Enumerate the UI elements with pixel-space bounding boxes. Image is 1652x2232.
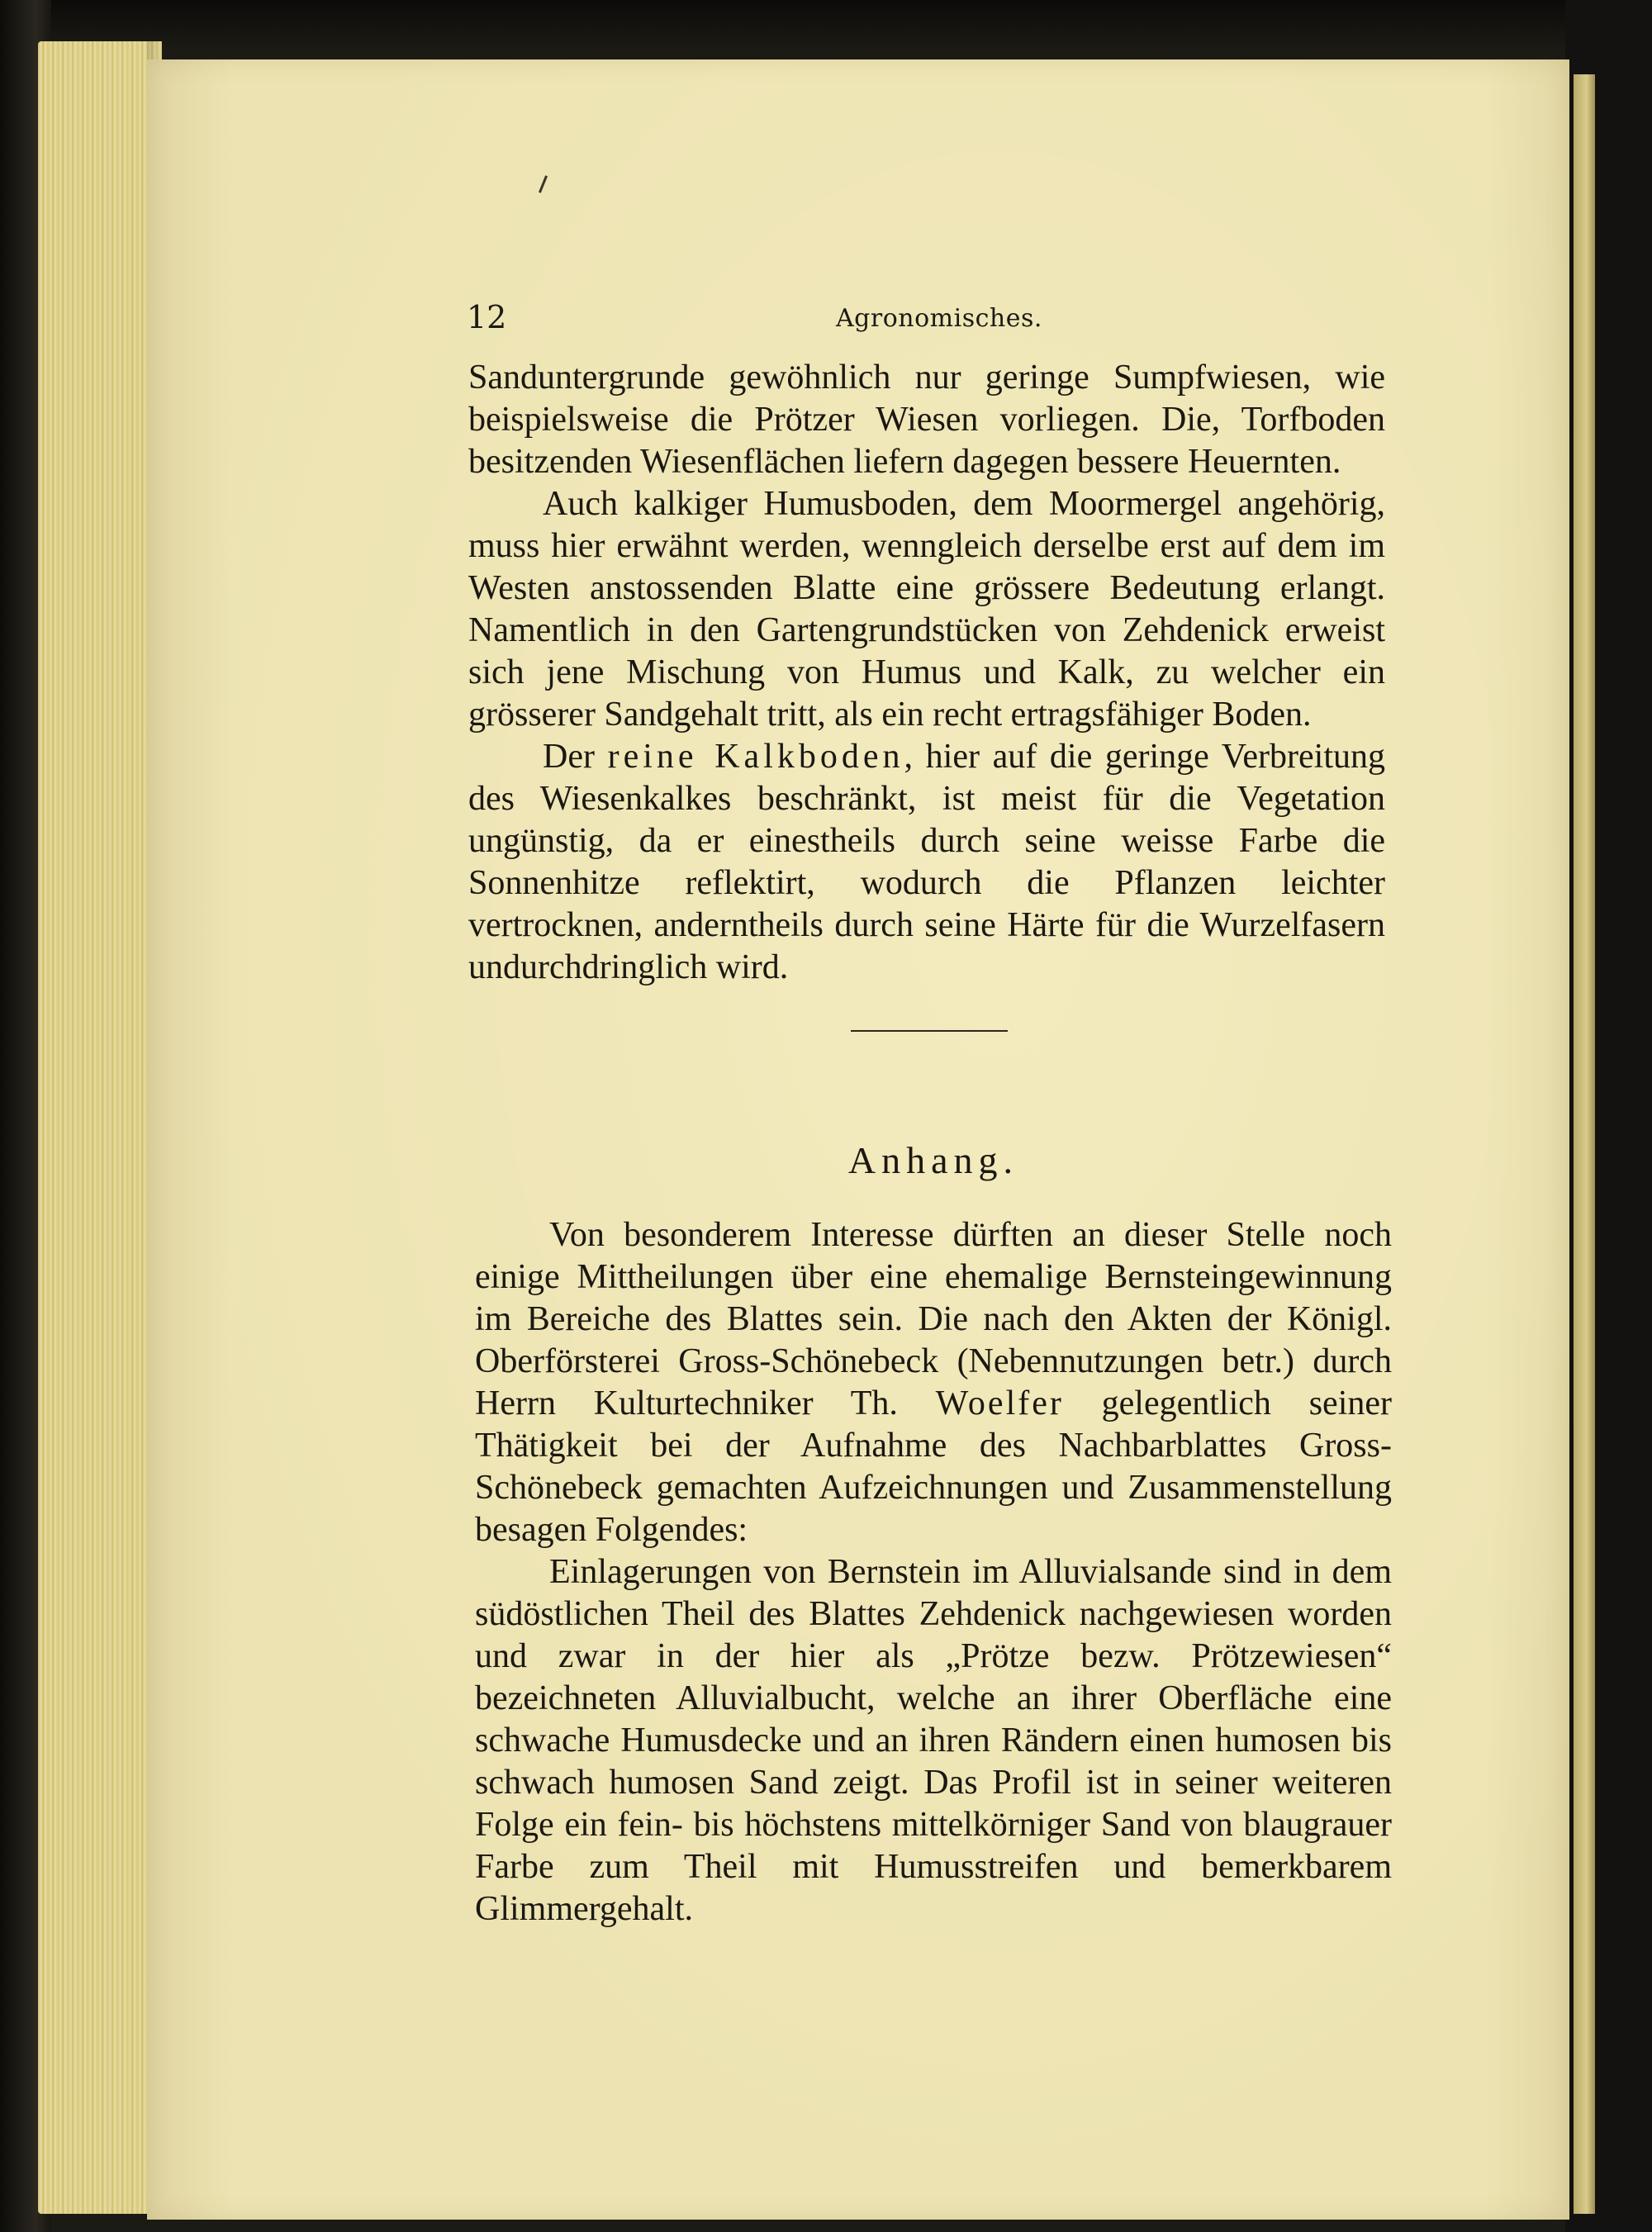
- paragraph-end: gelegentlich seiner Thätigkeit bei der Aufnahme des Nachbarblattes Gross-Schönebeck gemachten Aufzeichnungen und Zusammenstellung besagen Folgendes:: [475, 1384, 1392, 1549]
- paragraph: Auch kalkiger Humusboden, dem Moormergel angehörig, muss hier erwähnt werden, wenngleich derselbe erst auf dem im Westen anstossenden Blatte eine grössere Bedeutung erlangt. Namentlich in den Gartengrundstücken von Zehdenick erweist sich jene Mischung von Humus und Kalk, zu welcher ein grösserer Sandgehalt tritt, als ein recht ertragsfähiger Boden.: [468, 485, 1385, 734]
- paragraph-start: Von besonderem Interesse dürften an dieser Stelle noch einige Mittheilungen über eine ehemalige Bernsteingewinnung im Bereiche des Blattes sein. Die nach den Akten der Königl. Oberförsterei Gross-Schönebeck (Nebennutzungen betr.) durch Herrn Kulturtechniker Th.: [475, 1216, 1392, 1422]
- paragraph: [468, 736, 1385, 989]
- paragraph: Einlagerungen von Bernstein im Alluvialsande sind in dem südöstlichen Theil des Blattes Zehdenick nachgewiesen worden und zwar in der hier als „Prötze bezw. Prötzewiesen“ bezeichneten Alluvialbucht, welche an ihrer Oberfläche eine schwache Humusdecke und an ihren Rändern einen humosen bis schwach humosen Sand zeigt. Das Profil ist in seiner weiteren Folge ein fein- bis höchstens mittelkörniger Sand von blaugrauer Farbe zum Theil mit Humusstreifen und bemerkbarem Glimmergehalt.: [475, 1553, 1392, 1928]
- paragraph-rest: , hier auf die geringe Verbreitung des Wiesenkalkes beschränkt, ist meist für die Vegetation ungünstig, da er einestheils durch seine weisse Farbe die Sonnenhitze reflektirt, wodurch die Pflanzen leichter vertrocknen, anderntheils durch seine Härte für die Wurzelfasern undurchdringlich wird.: [468, 738, 1385, 986]
- appendix-heading: Anhang.: [847, 1139, 1019, 1181]
- appendix-text: [475, 1214, 1392, 1930]
- page-stack-edges: [38, 41, 162, 2214]
- paragraph-lead: Der: [543, 738, 608, 776]
- page-number: 12: [467, 299, 507, 335]
- top-shadow: [0, 0, 1652, 50]
- running-head: [467, 299, 1388, 340]
- section-agronomy-text: [468, 357, 1385, 989]
- facing-page-edge: [1574, 74, 1595, 2214]
- section-divider-rule: [851, 1030, 1008, 1032]
- paragraph: [475, 1214, 1392, 1551]
- running-title: Agronomisches.: [836, 304, 1042, 333]
- spaced-name: Woelfer: [935, 1384, 1064, 1422]
- paragraph: Sanduntergrunde gewöhnlich nur geringe Sumpfwiesen, wie beispielsweise die Prötzer Wiesen vorliegen. Die, Torfboden besitzenden Wiesenflächen liefern dagegen bessere Heuernten.: [468, 359, 1385, 481]
- spaced-term: reine Kalkboden: [607, 738, 904, 776]
